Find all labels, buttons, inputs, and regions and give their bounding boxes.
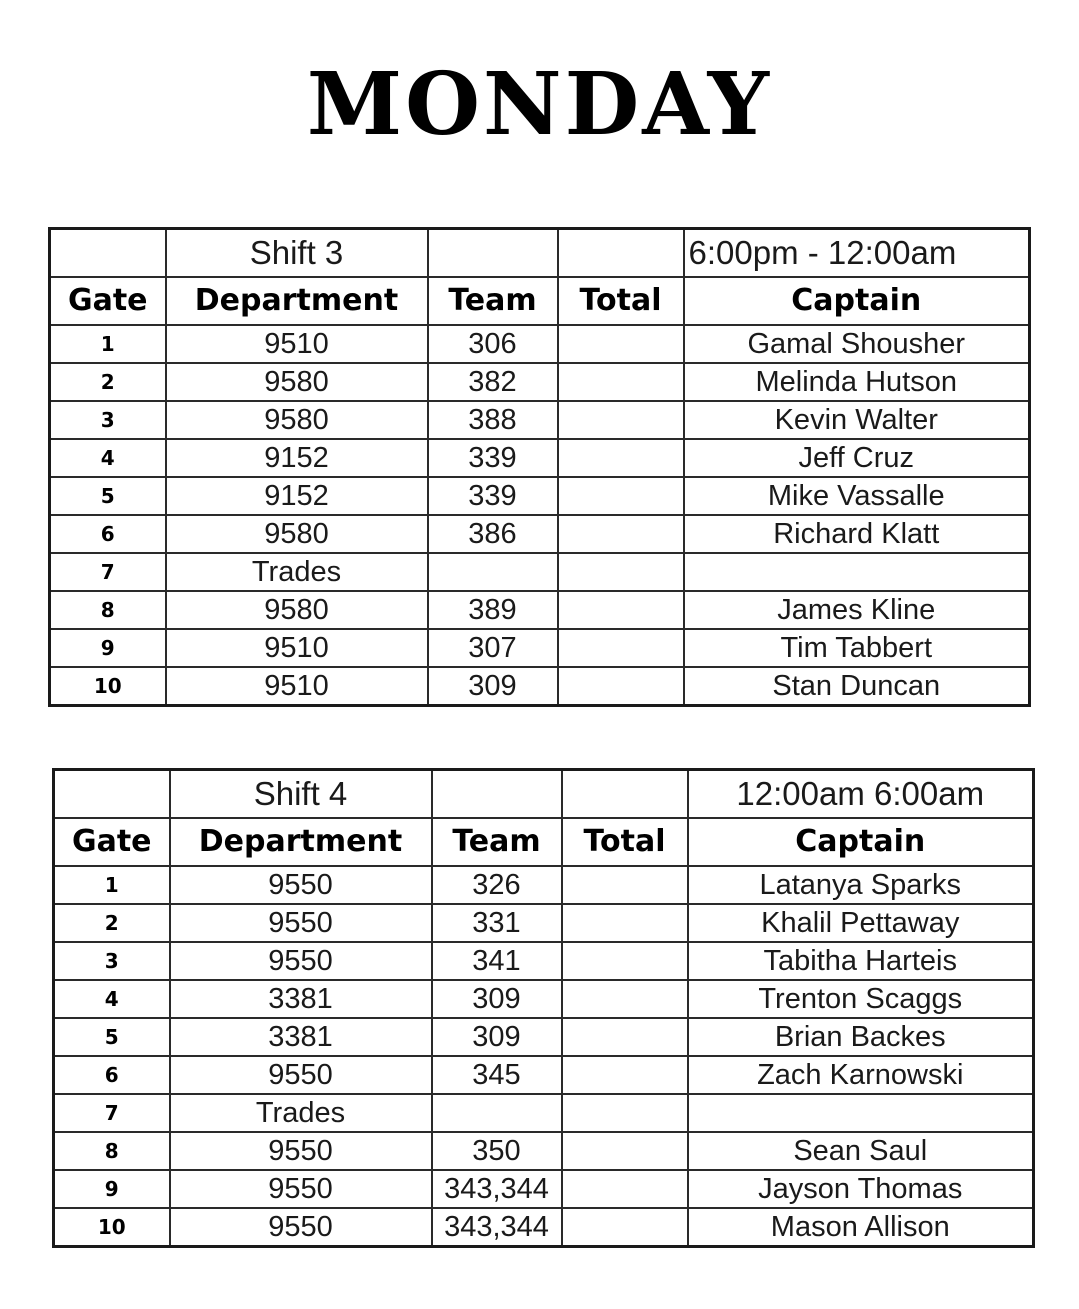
captain-cell: Melinda Hutson — [684, 363, 1030, 401]
department-cell: 9550 — [170, 1208, 432, 1247]
gate-cell: 6 — [50, 515, 166, 553]
team-cell: 343,344 — [432, 1208, 562, 1247]
table-row — [54, 1018, 1034, 1056]
total-cell — [562, 980, 688, 1018]
captain-cell: Mike Vassalle — [684, 477, 1030, 515]
gate-cell: 3 — [54, 942, 170, 980]
table-row — [50, 477, 1030, 515]
total-cell — [562, 904, 688, 942]
gate-header: Gate — [50, 277, 166, 325]
blank-cell — [428, 229, 558, 278]
team-cell: 389 — [428, 591, 558, 629]
captain-cell: Trenton Scaggs — [688, 980, 1034, 1018]
gate-cell: 7 — [54, 1094, 170, 1132]
team-cell: 339 — [428, 477, 558, 515]
table-row — [50, 553, 1030, 591]
shift-3-body — [50, 229, 1030, 706]
captain-cell — [684, 553, 1030, 591]
gate-cell: 5 — [54, 1018, 170, 1056]
captain-header: Captain — [688, 818, 1034, 866]
gate-cell: 9 — [54, 1170, 170, 1208]
total-cell — [558, 667, 684, 706]
shift-label-row — [54, 770, 1034, 819]
total-header: Total — [562, 818, 688, 866]
shift-label-row — [50, 229, 1030, 278]
department-cell: 9550 — [170, 904, 432, 942]
team-cell: 350 — [432, 1132, 562, 1170]
shift-label: Shift 3 — [166, 229, 428, 278]
total-cell — [562, 866, 688, 904]
table-row — [50, 629, 1030, 667]
department-cell: 9550 — [170, 866, 432, 904]
gate-header: Gate — [54, 818, 170, 866]
captain-cell: James Kline — [684, 591, 1030, 629]
table-row — [50, 591, 1030, 629]
shift-4-table — [52, 768, 1035, 1248]
shift-label: Shift 4 — [170, 770, 432, 819]
team-header: Team — [428, 277, 558, 325]
gate-cell: 4 — [54, 980, 170, 1018]
table-row — [50, 439, 1030, 477]
team-cell: 309 — [432, 1018, 562, 1056]
total-cell — [558, 363, 684, 401]
gate-cell: 5 — [50, 477, 166, 515]
table-row — [54, 942, 1034, 980]
gate-cell: 8 — [54, 1132, 170, 1170]
total-cell — [562, 1018, 688, 1056]
total-cell — [562, 1094, 688, 1132]
department-cell: 3381 — [170, 980, 432, 1018]
team-cell: 309 — [432, 980, 562, 1018]
department-cell: 3381 — [170, 1018, 432, 1056]
total-cell — [558, 401, 684, 439]
team-cell: 326 — [432, 866, 562, 904]
department-cell: 9152 — [166, 477, 428, 515]
gate-cell: 10 — [54, 1208, 170, 1247]
blank-cell — [432, 770, 562, 819]
shift-3-table — [48, 227, 1031, 707]
captain-cell: Jeff Cruz — [684, 439, 1030, 477]
captain-cell: Khalil Pettaway — [688, 904, 1034, 942]
total-cell — [562, 942, 688, 980]
table-row — [54, 904, 1034, 942]
table-row — [54, 1208, 1034, 1247]
team-cell: 345 — [432, 1056, 562, 1094]
shift-time: 6:00pm - 12:00am — [684, 229, 1030, 278]
table-row — [50, 515, 1030, 553]
total-cell — [558, 325, 684, 363]
total-cell — [562, 1170, 688, 1208]
department-cell: 9550 — [170, 1170, 432, 1208]
gate-cell: 1 — [54, 866, 170, 904]
table-row — [54, 980, 1034, 1018]
department-cell: 9510 — [166, 667, 428, 706]
team-cell: 343,344 — [432, 1170, 562, 1208]
captain-cell: Brian Backes — [688, 1018, 1034, 1056]
department-cell: 9510 — [166, 325, 428, 363]
table-row — [54, 1170, 1034, 1208]
team-cell: 386 — [428, 515, 558, 553]
total-cell — [558, 477, 684, 515]
table-row — [54, 1094, 1034, 1132]
gate-cell: 9 — [50, 629, 166, 667]
department-cell: 9550 — [170, 1056, 432, 1094]
table-row — [50, 363, 1030, 401]
gate-cell: 10 — [50, 667, 166, 706]
captain-cell: Latanya Sparks — [688, 866, 1034, 904]
table-row — [54, 1132, 1034, 1170]
team-cell: 382 — [428, 363, 558, 401]
gate-cell: 6 — [54, 1056, 170, 1094]
department-cell: Trades — [166, 553, 428, 591]
table-row — [54, 866, 1034, 904]
total-cell — [558, 553, 684, 591]
department-cell: 9580 — [166, 591, 428, 629]
total-cell — [562, 1056, 688, 1094]
department-cell: 9580 — [166, 401, 428, 439]
department-cell: 9510 — [166, 629, 428, 667]
captain-cell — [688, 1094, 1034, 1132]
total-header: Total — [558, 277, 684, 325]
team-cell — [428, 553, 558, 591]
team-cell: 331 — [432, 904, 562, 942]
total-cell — [558, 439, 684, 477]
captain-cell: Gamal Shousher — [684, 325, 1030, 363]
team-cell: 307 — [428, 629, 558, 667]
gate-cell: 2 — [54, 904, 170, 942]
total-cell — [558, 515, 684, 553]
blank-cell — [50, 229, 166, 278]
blank-cell — [562, 770, 688, 819]
total-cell — [562, 1132, 688, 1170]
page-title: MONDAY — [306, 54, 773, 155]
team-cell: 306 — [428, 325, 558, 363]
captain-cell: Jayson Thomas — [688, 1170, 1034, 1208]
team-cell: 309 — [428, 667, 558, 706]
department-cell: 9580 — [166, 515, 428, 553]
gate-cell: 2 — [50, 363, 166, 401]
captain-header: Captain — [684, 277, 1030, 325]
department-cell: 9550 — [170, 942, 432, 980]
captain-cell: Richard Klatt — [684, 515, 1030, 553]
blank-cell — [54, 770, 170, 819]
department-cell: Trades — [170, 1094, 432, 1132]
gate-cell: 7 — [50, 553, 166, 591]
total-cell — [558, 591, 684, 629]
table-row — [50, 667, 1030, 706]
captain-cell: Stan Duncan — [684, 667, 1030, 706]
gate-cell: 3 — [50, 401, 166, 439]
shift-4-body — [54, 770, 1034, 1247]
table-row — [50, 325, 1030, 363]
total-cell — [558, 629, 684, 667]
captain-cell: Zach Karnowski — [688, 1056, 1034, 1094]
department-cell: 9550 — [170, 1132, 432, 1170]
department-cell: 9580 — [166, 363, 428, 401]
captain-cell: Mason Allison — [688, 1208, 1034, 1247]
gate-cell: 1 — [50, 325, 166, 363]
team-cell: 341 — [432, 942, 562, 980]
captain-cell: Kevin Walter — [684, 401, 1030, 439]
captain-cell: Tabitha Harteis — [688, 942, 1034, 980]
gate-cell: 8 — [50, 591, 166, 629]
team-cell — [432, 1094, 562, 1132]
department-header: Department — [166, 277, 428, 325]
department-header: Department — [170, 818, 432, 866]
column-header-row — [50, 277, 1030, 325]
table-row — [50, 401, 1030, 439]
shift-time: 12:00am 6:00am — [688, 770, 1034, 819]
column-header-row — [54, 818, 1034, 866]
total-cell — [562, 1208, 688, 1247]
department-cell: 9152 — [166, 439, 428, 477]
gate-cell: 4 — [50, 439, 166, 477]
team-cell: 388 — [428, 401, 558, 439]
captain-cell: Tim Tabbert — [684, 629, 1030, 667]
captain-cell: Sean Saul — [688, 1132, 1034, 1170]
blank-cell — [558, 229, 684, 278]
team-cell: 339 — [428, 439, 558, 477]
team-header: Team — [432, 818, 562, 866]
table-row — [54, 1056, 1034, 1094]
